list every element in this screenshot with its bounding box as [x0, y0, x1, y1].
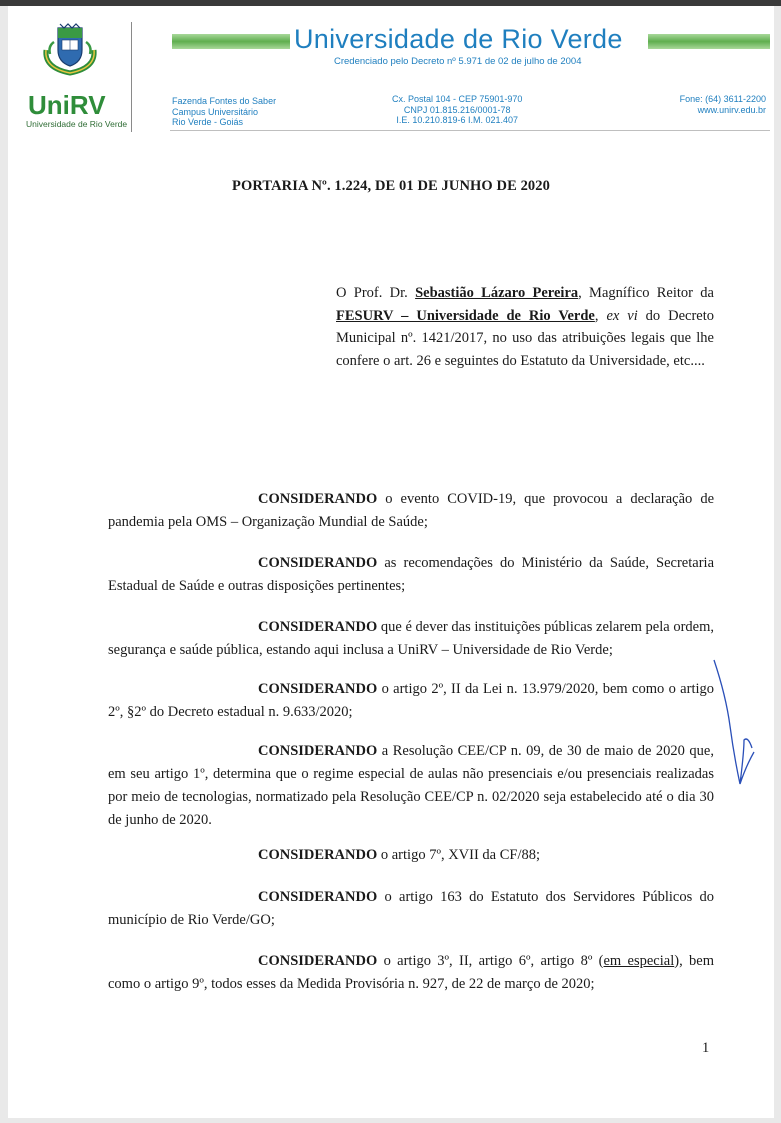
registry-line: I.E. 10.210.819-6 I.M. 021.407: [396, 115, 518, 125]
considerando-paragraph: [108, 678, 714, 724]
logo-uni-text: Uni: [28, 90, 70, 120]
considerando-keyword: CONSIDERANDO: [258, 681, 378, 697]
considerando-keyword: CONSIDERANDO: [258, 847, 378, 863]
registry-line: Cx. Postal 104 - CEP 75901-970: [392, 94, 523, 104]
preamble-text: do Decreto Municipal nº. 1421/2017, no uso das atribuições legais que lhe confere o art. 26 e seguintes do Estatuto da Universidade, etc....: [336, 307, 715, 369]
ex-vi-text: ex vi: [606, 307, 638, 324]
preamble-paragraph: [336, 282, 714, 372]
considerando-keyword: CONSIDERANDO: [258, 743, 378, 759]
contact-block: [680, 94, 766, 115]
considerando-text: o evento COVID-19, que provocou a declaração de pandemia pela OMS – Organização Mundial de Saúde;: [108, 491, 714, 530]
preamble-text: ,: [594, 307, 607, 324]
considerando-text: a Resolução CEE/CP n. 09, de 30 de maio de 2020 que, em seu artigo 1º, determina que o regime especial de aulas não presenciais e/ou presenciais realizadas por meio de tecnologias, normatizado pela Resolução CEE/CP n. 02/2020 seja estabelecido até o dia 30 de junho de 2020.: [108, 743, 714, 828]
considerando-text: o artigo 3º, II, artigo 6º, artigo 8º (: [377, 953, 604, 969]
considerando-text: o artigo 7º, XVII da CF/88;: [377, 847, 541, 863]
considerando-keyword: CONSIDERANDO: [258, 889, 378, 905]
considerando-paragraph: [108, 488, 714, 534]
registry-block: [392, 94, 522, 126]
university-crest-icon: [40, 20, 100, 76]
considerando-paragraph: [108, 886, 714, 932]
green-bar-left: [172, 34, 290, 49]
document-page: [8, 6, 774, 1118]
letterhead-rule: [170, 130, 770, 131]
preamble-text: O Prof. Dr.: [336, 285, 416, 301]
considerando-paragraph: [108, 740, 714, 832]
considerando-paragraph: [108, 552, 714, 598]
considerando-text: ), bem como o artigo 9º, todos esses da Medida Provisória n. 927, de 22 de março de 2020;: [108, 953, 714, 992]
address-block: [172, 96, 276, 128]
considerando-paragraph: [108, 844, 714, 867]
phone-text: Fone: (64) 3611-2200: [679, 94, 766, 104]
considerando-keyword: CONSIDERANDO: [258, 491, 378, 507]
address-line: Rio Verde - Goiás: [172, 117, 244, 127]
address-line: Campus Universitário: [172, 106, 259, 117]
preamble-text: , Magnífico Reitor da: [578, 285, 714, 301]
considerando-paragraph: [108, 616, 714, 662]
credential-line: Credenciado pelo Decreto nº 5.971 de 02 de julho de 2004: [334, 56, 582, 67]
considerando-text: que é dever das instituições públicas zelarem pela ordem, segurança e saúde pública, estando aqui inclusa a UniRV – Universidade de Rio Verde;: [108, 619, 714, 658]
page-number: 1: [702, 1040, 710, 1056]
logo-subtitle: Universidade de Rio Verde: [26, 119, 128, 129]
rector-name: Sebastião Lázaro Pereira: [415, 285, 579, 301]
considerando-keyword: CONSIDERANDO: [258, 619, 378, 635]
handwritten-initial-mark: [710, 656, 760, 796]
letterhead-divider: [131, 22, 132, 132]
considerando-text: as recomendações do Ministério da Saúde, Secretaria Estadual de Saúde e outras disposições pertinentes;: [108, 555, 714, 594]
unirv-logo: [28, 92, 124, 118]
registry-line: CNPJ 01.815.216/0001-78: [403, 104, 511, 115]
considerando-text: o artigo 163 do Estatuto dos Servidores Públicos do município de Rio Verde/GO;: [108, 889, 714, 928]
green-bar-right: [648, 34, 770, 49]
considerando-keyword: CONSIDERANDO: [258, 953, 378, 969]
university-title: Universidade de Rio Verde: [294, 24, 623, 54]
considerando-keyword: CONSIDERANDO: [258, 555, 378, 571]
considerando-text: o artigo 2º, II da Lei n. 13.979/2020, bem como o artigo 2º, §2º do Decreto estadual n. 9.633/2020;: [108, 681, 714, 720]
website-link[interactable]: www.unirv.edu.br: [697, 104, 766, 115]
emphasis-text: em especial: [603, 953, 675, 969]
considerando-paragraph: [108, 950, 714, 996]
address-line: Fazenda Fontes do Saber: [172, 96, 277, 106]
logo-rv-text: RV: [69, 90, 106, 120]
institution-name: FESURV – Universidade de Rio Verde: [336, 307, 595, 324]
document-title: PORTARIA Nº. 1.224, DE 01 DE JUNHO DE 2020: [232, 178, 550, 194]
